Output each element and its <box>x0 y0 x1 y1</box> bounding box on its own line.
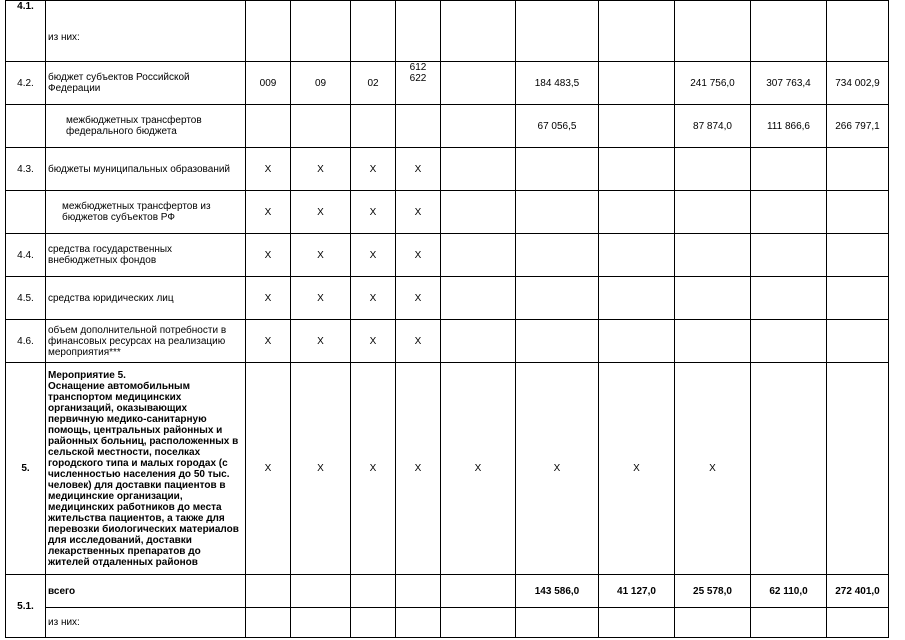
cell: X <box>396 234 441 277</box>
cell <box>441 575 516 608</box>
cell <box>441 320 516 363</box>
cell <box>441 277 516 320</box>
row-name: средства юридических лиц <box>46 277 246 320</box>
cell: X <box>246 277 291 320</box>
cell: X <box>291 148 351 191</box>
row-number: 5. <box>6 363 46 575</box>
cell <box>751 277 827 320</box>
cell: X <box>291 320 351 363</box>
cell: X <box>516 363 599 575</box>
cell: X <box>351 277 396 320</box>
cell <box>516 1 599 62</box>
table-row <box>6 234 889 277</box>
cell <box>516 277 599 320</box>
cell <box>246 575 291 608</box>
cell: 009 <box>246 62 291 105</box>
cell <box>291 575 351 608</box>
cell <box>599 320 675 363</box>
table-row <box>6 105 889 148</box>
table-row <box>6 277 889 320</box>
cell: X <box>351 363 396 575</box>
cell <box>675 608 751 638</box>
row-name: бюджет субъектов Российской Федерации <box>46 62 246 105</box>
row-number: 4.1. <box>6 1 46 62</box>
cell <box>441 62 516 105</box>
cell <box>751 1 827 62</box>
row-name: объем дополнительной потребности в финансовых ресурсах на реализацию мероприятия*** <box>46 320 246 363</box>
cell: 25 578,0 <box>675 575 751 608</box>
cell <box>246 608 291 638</box>
cell <box>827 608 889 638</box>
cell: 62 110,0 <box>751 575 827 608</box>
cell <box>291 105 351 148</box>
cell <box>246 1 291 62</box>
row-number: 5.1. <box>6 575 46 638</box>
cell: X <box>246 234 291 277</box>
cell: 241 756,0 <box>675 62 751 105</box>
cell <box>441 234 516 277</box>
table-row <box>6 62 889 105</box>
cell <box>599 105 675 148</box>
cell <box>599 277 675 320</box>
cell <box>675 191 751 234</box>
cell: 266 797,1 <box>827 105 889 148</box>
cell <box>675 234 751 277</box>
cell <box>516 234 599 277</box>
cell <box>291 1 351 62</box>
cell: 09 <box>291 62 351 105</box>
cell <box>751 148 827 191</box>
cell <box>827 148 889 191</box>
cell: 184 483,5 <box>516 62 599 105</box>
cell: X <box>291 363 351 575</box>
row-name: межбюджетных трансфертов федерального бюджета <box>46 105 246 148</box>
row-name: Мероприятие 5. Оснащение автомобильным транспортом медицинских организаций, оказывающих первичную медико-санитарную помощь, центральных районных и районных больниц, расположенных в сельской местности, поселках городского типа и малых городах (с численностью населения до 50 тыс. человек) для доставки пациентов в медицинские организации, медицинских работников до места жительства пациентов, а также для перевозки биологических материалов для исследований, доставки лекарственных препаратов до жителей отдаленных районов <box>46 363 246 575</box>
cell: 612 622 <box>396 62 441 105</box>
row-name: бюджеты муниципальных образований <box>46 148 246 191</box>
cell <box>351 105 396 148</box>
cell <box>599 1 675 62</box>
row-name: из них: <box>46 1 246 62</box>
row-name: средства государственных внебюджетных фондов <box>46 234 246 277</box>
cell: X <box>396 191 441 234</box>
cell <box>827 363 889 575</box>
cell <box>599 234 675 277</box>
cell: 272 401,0 <box>827 575 889 608</box>
cell: 67 056,5 <box>516 105 599 148</box>
table-row <box>6 320 889 363</box>
table-row <box>6 148 889 191</box>
cell <box>351 575 396 608</box>
row-name: межбюджетных трансфертов из бюджетов субъектов РФ <box>46 191 246 234</box>
budget-table <box>5 0 889 638</box>
row-name: из них: <box>46 608 246 638</box>
cell <box>441 608 516 638</box>
cell: X <box>246 363 291 575</box>
cell: X <box>351 320 396 363</box>
cell <box>827 234 889 277</box>
row-number <box>6 105 46 148</box>
cell <box>827 1 889 62</box>
cell: X <box>396 363 441 575</box>
cell: X <box>246 320 291 363</box>
row-number: 4.4. <box>6 234 46 277</box>
table-row <box>6 608 889 638</box>
cell <box>751 320 827 363</box>
cell <box>351 608 396 638</box>
row-number: 4.5. <box>6 277 46 320</box>
cell <box>675 148 751 191</box>
cell: X <box>441 363 516 575</box>
cell <box>827 277 889 320</box>
cell <box>396 608 441 638</box>
cell: X <box>396 320 441 363</box>
cell: X <box>291 234 351 277</box>
cell: 734 002,9 <box>827 62 889 105</box>
cell: X <box>291 277 351 320</box>
table-row <box>6 575 889 608</box>
cell: 87 874,0 <box>675 105 751 148</box>
cell: X <box>351 191 396 234</box>
row-number: 4.6. <box>6 320 46 363</box>
row-number <box>6 191 46 234</box>
cell <box>441 191 516 234</box>
cell <box>291 608 351 638</box>
cell <box>441 1 516 62</box>
cell <box>751 363 827 575</box>
cell <box>246 105 291 148</box>
cell <box>751 608 827 638</box>
cell <box>751 191 827 234</box>
cell <box>599 148 675 191</box>
cell: 307 763,4 <box>751 62 827 105</box>
cell: 02 <box>351 62 396 105</box>
cell <box>827 191 889 234</box>
table-row <box>6 363 889 575</box>
cell <box>751 234 827 277</box>
row-number: 4.2. <box>6 62 46 105</box>
cell <box>441 148 516 191</box>
row-number: 4.3. <box>6 148 46 191</box>
cell <box>441 105 516 148</box>
cell: 111 866,6 <box>751 105 827 148</box>
cell <box>599 191 675 234</box>
cell: 41 127,0 <box>599 575 675 608</box>
row-name: всего <box>46 575 246 608</box>
cell <box>827 320 889 363</box>
cell <box>516 191 599 234</box>
cell <box>599 608 675 638</box>
cell <box>675 320 751 363</box>
cell <box>396 1 441 62</box>
cell: 143 586,0 <box>516 575 599 608</box>
cell: X <box>675 363 751 575</box>
cell: X <box>599 363 675 575</box>
cell <box>396 575 441 608</box>
cell: X <box>291 191 351 234</box>
cell <box>396 105 441 148</box>
table-row <box>6 191 889 234</box>
cell: X <box>351 148 396 191</box>
cell: X <box>396 277 441 320</box>
cell: X <box>396 148 441 191</box>
cell <box>351 1 396 62</box>
cell <box>516 608 599 638</box>
cell <box>516 148 599 191</box>
cell: X <box>246 191 291 234</box>
cell: X <box>246 148 291 191</box>
cell <box>599 62 675 105</box>
cell <box>516 320 599 363</box>
table-row <box>6 1 889 62</box>
cell <box>675 277 751 320</box>
cell: X <box>351 234 396 277</box>
cell <box>675 1 751 62</box>
